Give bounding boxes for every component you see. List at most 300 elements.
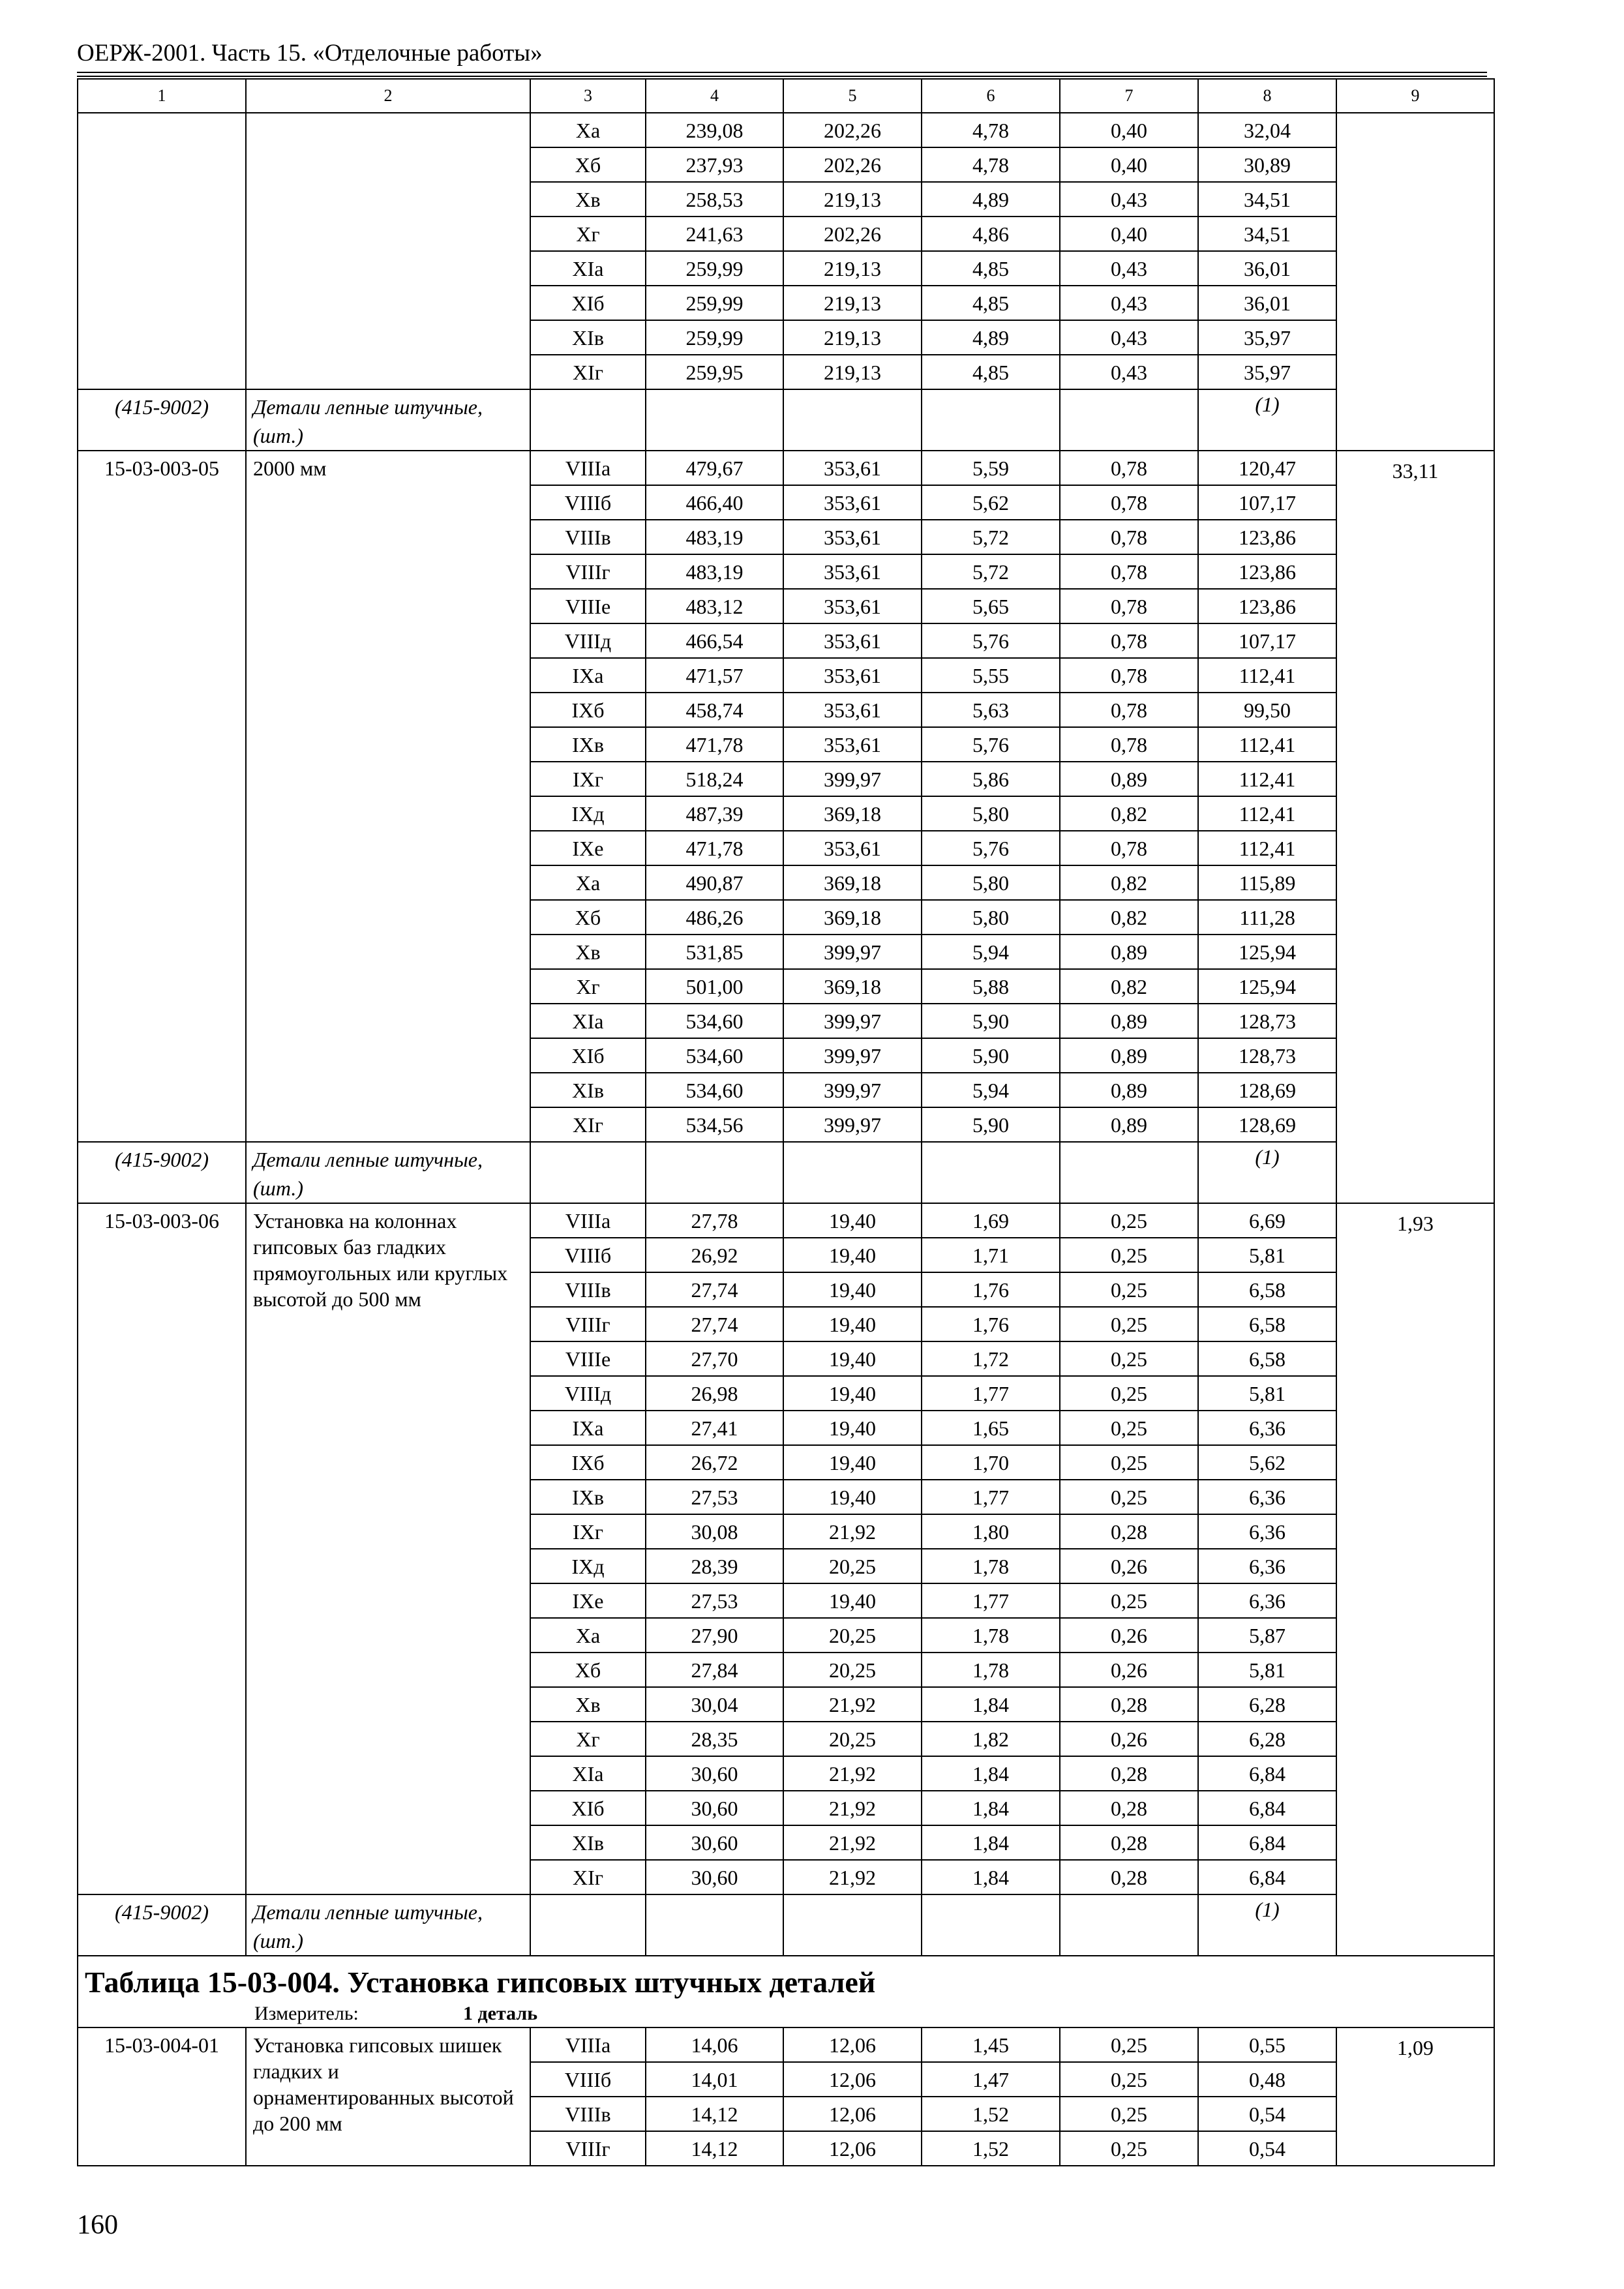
region-cell: Xa	[530, 1618, 646, 1653]
wages-cell: 12,06	[783, 2097, 922, 2131]
wages-cell: 19,40	[783, 1341, 922, 1376]
table-row	[78, 451, 1494, 485]
section-title: Таблица 15-03-004. Установка гипсовых штучных деталей	[78, 1956, 1494, 2001]
total-cost-cell: 30,60	[646, 1825, 783, 1860]
materials-cell: 6,58	[1198, 1341, 1336, 1376]
wages-cell: 21,92	[783, 1687, 922, 1722]
empty-cell	[530, 1894, 646, 1956]
wages-cell: 12,06	[783, 2131, 922, 2166]
region-cell: Xг	[530, 217, 646, 251]
region-cell: IXa	[530, 658, 646, 693]
machines-cell: 1,72	[922, 1341, 1060, 1376]
driver-wages-cell: 0,28	[1060, 1756, 1198, 1791]
column-number-4: 4	[646, 79, 783, 113]
wages-cell: 20,25	[783, 1618, 922, 1653]
driver-wages-cell: 0,43	[1060, 286, 1198, 320]
materials-cell: 6,84	[1198, 1860, 1336, 1894]
section-title-row	[78, 1956, 1494, 2001]
driver-wages-cell: 0,26	[1060, 1653, 1198, 1687]
driver-wages-cell: 0,78	[1060, 451, 1198, 485]
region-cell: IXб	[530, 693, 646, 727]
materials-cell: 5,81	[1198, 1653, 1336, 1687]
machines-cell: 5,94	[922, 935, 1060, 969]
machines-cell: 1,78	[922, 1549, 1060, 1583]
driver-wages-cell: 0,25	[1060, 2027, 1198, 2062]
region-cell: VIIIв	[530, 520, 646, 554]
wages-cell: 219,13	[783, 355, 922, 389]
materials-cell: 128,73	[1198, 1004, 1336, 1038]
region-cell: VIIIд	[530, 623, 646, 658]
materials-cell: 125,94	[1198, 935, 1336, 969]
machines-cell: 5,90	[922, 1107, 1060, 1142]
material-footer-row	[78, 389, 1494, 451]
wages-cell: 12,06	[783, 2062, 922, 2097]
driver-wages-cell: 0,82	[1060, 969, 1198, 1004]
material-description: Детали лепные штучные, (шт.)	[246, 1894, 530, 1956]
machines-cell: 1,78	[922, 1653, 1060, 1687]
labor-cell: 33,11	[1336, 451, 1494, 1203]
driver-wages-cell: 0,89	[1060, 935, 1198, 969]
total-cost-cell: 487,39	[646, 796, 783, 831]
driver-wages-cell: 0,78	[1060, 485, 1198, 520]
material-quantity: (1)	[1198, 1142, 1336, 1203]
wages-cell: 219,13	[783, 286, 922, 320]
driver-wages-cell: 0,25	[1060, 1445, 1198, 1480]
empty-cell	[530, 389, 646, 451]
machines-cell: 4,85	[922, 251, 1060, 286]
total-cost-cell: 14,06	[646, 2027, 783, 2062]
driver-wages-cell: 0,25	[1060, 2097, 1198, 2131]
wages-cell: 353,61	[783, 589, 922, 623]
wages-cell: 353,61	[783, 658, 922, 693]
total-cost-cell: 531,85	[646, 935, 783, 969]
region-cell: XIб	[530, 1038, 646, 1073]
total-cost-cell: 479,67	[646, 451, 783, 485]
total-cost-cell: 30,04	[646, 1687, 783, 1722]
region-cell: XIб	[530, 286, 646, 320]
machines-cell: 1,47	[922, 2062, 1060, 2097]
region-cell: IXг	[530, 762, 646, 796]
machines-cell: 4,78	[922, 113, 1060, 147]
region-cell: Xв	[530, 182, 646, 217]
driver-wages-cell: 0,28	[1060, 1687, 1198, 1722]
table-row	[78, 2027, 1494, 2062]
materials-cell: 0,48	[1198, 2062, 1336, 2097]
region-cell: IXe	[530, 831, 646, 865]
machines-cell: 5,80	[922, 796, 1060, 831]
wages-cell: 219,13	[783, 251, 922, 286]
machines-cell: 1,76	[922, 1307, 1060, 1341]
empty-cell	[530, 1142, 646, 1203]
rate-code: 15-03-004-01	[78, 2027, 246, 2166]
wages-cell: 19,40	[783, 1445, 922, 1480]
measure-row	[78, 2001, 1494, 2027]
driver-wages-cell: 0,40	[1060, 217, 1198, 251]
empty-cell	[922, 389, 1060, 451]
material-quantity: (1)	[1198, 389, 1336, 451]
region-cell: VIIIг	[530, 554, 646, 589]
region-cell: VIIIб	[530, 485, 646, 520]
wages-cell: 353,61	[783, 485, 922, 520]
machines-cell: 1,84	[922, 1687, 1060, 1722]
total-cost-cell: 471,78	[646, 831, 783, 865]
wages-cell: 219,13	[783, 182, 922, 217]
total-cost-cell: 27,53	[646, 1583, 783, 1618]
materials-cell: 128,73	[1198, 1038, 1336, 1073]
machines-cell: 5,65	[922, 589, 1060, 623]
driver-wages-cell: 0,25	[1060, 1203, 1198, 1238]
total-cost-cell: 490,87	[646, 865, 783, 900]
driver-wages-cell: 0,78	[1060, 623, 1198, 658]
wages-cell: 19,40	[783, 1307, 922, 1341]
wages-cell: 21,92	[783, 1514, 922, 1549]
wages-cell: 399,97	[783, 1107, 922, 1142]
wages-cell: 19,40	[783, 1411, 922, 1445]
machines-cell: 1,52	[922, 2097, 1060, 2131]
machines-cell: 5,63	[922, 693, 1060, 727]
driver-wages-cell: 0,28	[1060, 1860, 1198, 1894]
materials-cell: 36,01	[1198, 251, 1336, 286]
materials-cell: 112,41	[1198, 831, 1336, 865]
driver-wages-cell: 0,28	[1060, 1825, 1198, 1860]
region-cell: VIIIб	[530, 2062, 646, 2097]
region-cell: XIa	[530, 251, 646, 286]
wages-cell: 353,61	[783, 451, 922, 485]
wages-cell: 399,97	[783, 1004, 922, 1038]
total-cost-cell: 483,19	[646, 554, 783, 589]
labor-cell: 1,93	[1336, 1203, 1494, 1956]
region-cell: Xa	[530, 113, 646, 147]
region-cell: Xa	[530, 865, 646, 900]
region-cell: VIIIб	[530, 1238, 646, 1272]
machines-cell: 5,62	[922, 485, 1060, 520]
machines-cell: 1,84	[922, 1756, 1060, 1791]
driver-wages-cell: 0,82	[1060, 900, 1198, 935]
table-row	[78, 1203, 1494, 1238]
driver-wages-cell: 0,89	[1060, 1107, 1198, 1142]
driver-wages-cell: 0,43	[1060, 251, 1198, 286]
page-number: 160	[77, 2210, 118, 2240]
machines-cell: 5,80	[922, 865, 1060, 900]
total-cost-cell: 14,12	[646, 2097, 783, 2131]
materials-cell: 123,86	[1198, 554, 1336, 589]
column-number-7: 7	[1060, 79, 1198, 113]
materials-cell: 0,55	[1198, 2027, 1336, 2062]
total-cost-cell: 466,54	[646, 623, 783, 658]
machines-cell: 4,85	[922, 286, 1060, 320]
material-quantity: (1)	[1198, 1894, 1336, 1956]
empty-cell	[1060, 389, 1198, 451]
wages-cell: 369,18	[783, 865, 922, 900]
region-cell: VIIIг	[530, 2131, 646, 2166]
driver-wages-cell: 0,89	[1060, 1073, 1198, 1107]
driver-wages-cell: 0,40	[1060, 147, 1198, 182]
machines-cell: 5,88	[922, 969, 1060, 1004]
materials-cell: 128,69	[1198, 1073, 1336, 1107]
material-code: (415-9002)	[78, 389, 246, 451]
region-cell: XIг	[530, 355, 646, 389]
rates-table	[77, 78, 1495, 2166]
machines-cell: 5,86	[922, 762, 1060, 796]
machines-cell: 5,59	[922, 451, 1060, 485]
region-cell: VIIIe	[530, 1341, 646, 1376]
wages-cell: 19,40	[783, 1272, 922, 1307]
materials-cell: 0,54	[1198, 2097, 1336, 2131]
material-footer-row	[78, 1894, 1494, 1956]
machines-cell: 1,78	[922, 1618, 1060, 1653]
machines-cell: 1,84	[922, 1791, 1060, 1825]
total-cost-cell: 241,63	[646, 217, 783, 251]
rate-code: 15-03-003-06	[78, 1203, 246, 1894]
measure-value: 1 деталь	[463, 2003, 538, 2024]
driver-wages-cell: 0,26	[1060, 1549, 1198, 1583]
materials-cell: 6,36	[1198, 1480, 1336, 1514]
region-cell: XIa	[530, 1756, 646, 1791]
machines-cell: 5,80	[922, 900, 1060, 935]
region-cell: VIIIa	[530, 451, 646, 485]
materials-cell: 30,89	[1198, 147, 1336, 182]
total-cost-cell: 471,78	[646, 727, 783, 762]
materials-cell: 0,54	[1198, 2131, 1336, 2166]
driver-wages-cell: 0,25	[1060, 1272, 1198, 1307]
driver-wages-cell: 0,25	[1060, 1307, 1198, 1341]
materials-cell: 6,36	[1198, 1549, 1336, 1583]
material-code: (415-9002)	[78, 1142, 246, 1203]
region-cell: VIIIa	[530, 1203, 646, 1238]
machines-cell: 1,71	[922, 1238, 1060, 1272]
driver-wages-cell: 0,78	[1060, 554, 1198, 589]
wages-cell: 399,97	[783, 935, 922, 969]
driver-wages-cell: 0,25	[1060, 1238, 1198, 1272]
total-cost-cell: 259,99	[646, 251, 783, 286]
wages-cell: 20,25	[783, 1549, 922, 1583]
wages-cell: 20,25	[783, 1653, 922, 1687]
region-cell: VIIIв	[530, 1272, 646, 1307]
region-cell: IXa	[530, 1411, 646, 1445]
machines-cell: 1,45	[922, 2027, 1060, 2062]
total-cost-cell: 30,60	[646, 1756, 783, 1791]
materials-cell: 6,36	[1198, 1411, 1336, 1445]
materials-cell: 123,86	[1198, 589, 1336, 623]
wages-cell: 353,61	[783, 727, 922, 762]
machines-cell: 1,69	[922, 1203, 1060, 1238]
empty-cell	[646, 1894, 783, 1956]
materials-cell: 35,97	[1198, 320, 1336, 355]
driver-wages-cell: 0,89	[1060, 762, 1198, 796]
driver-wages-cell: 0,25	[1060, 1411, 1198, 1445]
column-number-9: 9	[1336, 79, 1494, 113]
machines-cell: 5,72	[922, 554, 1060, 589]
materials-cell: 112,41	[1198, 658, 1336, 693]
materials-cell: 6,84	[1198, 1791, 1336, 1825]
region-cell: Xб	[530, 147, 646, 182]
rate-code: 15-03-003-05	[78, 451, 246, 1142]
machines-cell: 5,72	[922, 520, 1060, 554]
wages-cell: 399,97	[783, 762, 922, 796]
region-cell: VIIIe	[530, 589, 646, 623]
wages-cell: 353,61	[783, 831, 922, 865]
region-cell: VIIIг	[530, 1307, 646, 1341]
machines-cell: 1,77	[922, 1583, 1060, 1618]
region-cell: IXд	[530, 796, 646, 831]
materials-cell: 128,69	[1198, 1107, 1336, 1142]
empty-cell	[646, 1142, 783, 1203]
total-cost-cell: 27,70	[646, 1341, 783, 1376]
driver-wages-cell: 0,82	[1060, 796, 1198, 831]
driver-wages-cell: 0,78	[1060, 520, 1198, 554]
region-cell: IXв	[530, 1480, 646, 1514]
machines-cell: 4,89	[922, 182, 1060, 217]
machines-cell: 1,76	[922, 1272, 1060, 1307]
machines-cell: 1,77	[922, 1376, 1060, 1411]
materials-cell: 6,84	[1198, 1825, 1336, 1860]
measure-label: Измеритель:	[254, 2003, 359, 2024]
total-cost-cell: 483,19	[646, 520, 783, 554]
total-cost-cell: 27,74	[646, 1272, 783, 1307]
materials-cell: 36,01	[1198, 286, 1336, 320]
machines-cell: 4,85	[922, 355, 1060, 389]
total-cost-cell: 471,57	[646, 658, 783, 693]
labor-cell: 1,09	[1336, 2027, 1494, 2166]
materials-cell: 123,86	[1198, 520, 1336, 554]
wages-cell: 21,92	[783, 1825, 922, 1860]
machines-cell: 5,76	[922, 831, 1060, 865]
wages-cell: 19,40	[783, 1238, 922, 1272]
total-cost-cell: 259,99	[646, 320, 783, 355]
total-cost-cell: 27,78	[646, 1203, 783, 1238]
materials-cell: 112,41	[1198, 727, 1336, 762]
column-number-5: 5	[783, 79, 922, 113]
driver-wages-cell: 0,26	[1060, 1618, 1198, 1653]
column-number-8: 8	[1198, 79, 1336, 113]
materials-cell: 6,58	[1198, 1307, 1336, 1341]
region-cell: Xв	[530, 935, 646, 969]
empty-cell	[922, 1894, 1060, 1956]
machines-cell: 1,77	[922, 1480, 1060, 1514]
driver-wages-cell: 0,43	[1060, 182, 1198, 217]
materials-cell: 6,69	[1198, 1203, 1336, 1238]
page-header: ОЕРЖ-2001. Часть 15. «Отделочные работы»	[77, 40, 543, 67]
total-cost-cell: 466,40	[646, 485, 783, 520]
driver-wages-cell: 0,78	[1060, 658, 1198, 693]
region-cell: Xв	[530, 1687, 646, 1722]
materials-cell: 6,28	[1198, 1687, 1336, 1722]
region-cell: Xб	[530, 900, 646, 935]
empty-cell	[783, 1142, 922, 1203]
driver-wages-cell: 0,28	[1060, 1791, 1198, 1825]
driver-wages-cell: 0,89	[1060, 1004, 1198, 1038]
rate-code	[78, 113, 246, 389]
region-cell: XIв	[530, 1825, 646, 1860]
material-footer-row	[78, 1142, 1494, 1203]
total-cost-cell: 458,74	[646, 693, 783, 727]
machines-cell: 1,84	[922, 1860, 1060, 1894]
total-cost-cell: 258,53	[646, 182, 783, 217]
total-cost-cell: 27,84	[646, 1653, 783, 1687]
region-cell: IXe	[530, 1583, 646, 1618]
wages-cell: 353,61	[783, 623, 922, 658]
machines-cell: 4,86	[922, 217, 1060, 251]
machines-cell: 4,89	[922, 320, 1060, 355]
total-cost-cell: 26,72	[646, 1445, 783, 1480]
total-cost-cell: 534,60	[646, 1004, 783, 1038]
wages-cell: 353,61	[783, 520, 922, 554]
materials-cell: 115,89	[1198, 865, 1336, 900]
driver-wages-cell: 0,25	[1060, 1341, 1198, 1376]
material-code: (415-9002)	[78, 1894, 246, 1956]
rate-description	[246, 113, 530, 389]
column-number-3: 3	[530, 79, 646, 113]
driver-wages-cell: 0,78	[1060, 693, 1198, 727]
empty-cell	[922, 1142, 1060, 1203]
materials-cell: 6,58	[1198, 1272, 1336, 1307]
machines-cell: 4,78	[922, 147, 1060, 182]
machines-cell: 5,76	[922, 623, 1060, 658]
driver-wages-cell: 0,43	[1060, 355, 1198, 389]
driver-wages-cell: 0,25	[1060, 1376, 1198, 1411]
machines-cell: 1,52	[922, 2131, 1060, 2166]
wages-cell: 19,40	[783, 1376, 922, 1411]
column-number-row	[78, 79, 1494, 113]
wages-cell: 202,26	[783, 113, 922, 147]
wages-cell: 369,18	[783, 969, 922, 1004]
region-cell: VIIIa	[530, 2027, 646, 2062]
total-cost-cell: 30,60	[646, 1860, 783, 1894]
total-cost-cell: 501,00	[646, 969, 783, 1004]
measure-cell	[78, 2001, 1494, 2027]
machines-cell: 1,65	[922, 1411, 1060, 1445]
empty-cell	[646, 389, 783, 451]
wages-cell: 21,92	[783, 1860, 922, 1894]
driver-wages-cell: 0,25	[1060, 2062, 1198, 2097]
region-cell: XIв	[530, 320, 646, 355]
machines-cell: 5,55	[922, 658, 1060, 693]
driver-wages-cell: 0,78	[1060, 831, 1198, 865]
materials-cell: 5,81	[1198, 1238, 1336, 1272]
materials-cell: 32,04	[1198, 113, 1336, 147]
driver-wages-cell: 0,82	[1060, 865, 1198, 900]
driver-wages-cell: 0,89	[1060, 1038, 1198, 1073]
materials-cell: 6,36	[1198, 1583, 1336, 1618]
total-cost-cell: 259,95	[646, 355, 783, 389]
total-cost-cell: 27,53	[646, 1480, 783, 1514]
total-cost-cell: 30,60	[646, 1791, 783, 1825]
wages-cell: 399,97	[783, 1038, 922, 1073]
empty-cell	[783, 389, 922, 451]
region-cell: Xг	[530, 969, 646, 1004]
labor-cell	[1336, 113, 1494, 451]
materials-cell: 6,36	[1198, 1514, 1336, 1549]
region-cell: IXг	[530, 1514, 646, 1549]
machines-cell: 5,90	[922, 1038, 1060, 1073]
wages-cell: 21,92	[783, 1791, 922, 1825]
wages-cell: 353,61	[783, 693, 922, 727]
driver-wages-cell: 0,25	[1060, 1583, 1198, 1618]
total-cost-cell: 534,56	[646, 1107, 783, 1142]
wages-cell: 20,25	[783, 1722, 922, 1756]
column-number-2: 2	[246, 79, 530, 113]
rate-description: Установка гипсовых шишек гладких и орнаментированных высотой до 200 мм	[246, 2027, 530, 2166]
region-cell: IXд	[530, 1549, 646, 1583]
machines-cell: 1,84	[922, 1825, 1060, 1860]
materials-cell: 120,47	[1198, 451, 1336, 485]
column-number-1: 1	[78, 79, 246, 113]
wages-cell: 19,40	[783, 1203, 922, 1238]
materials-cell: 112,41	[1198, 762, 1336, 796]
wages-cell: 19,40	[783, 1583, 922, 1618]
wages-cell: 369,18	[783, 796, 922, 831]
rate-description: Установка на колоннах гипсовых баз гладких прямоугольных или круглых высотой до 500 мм	[246, 1203, 530, 1894]
